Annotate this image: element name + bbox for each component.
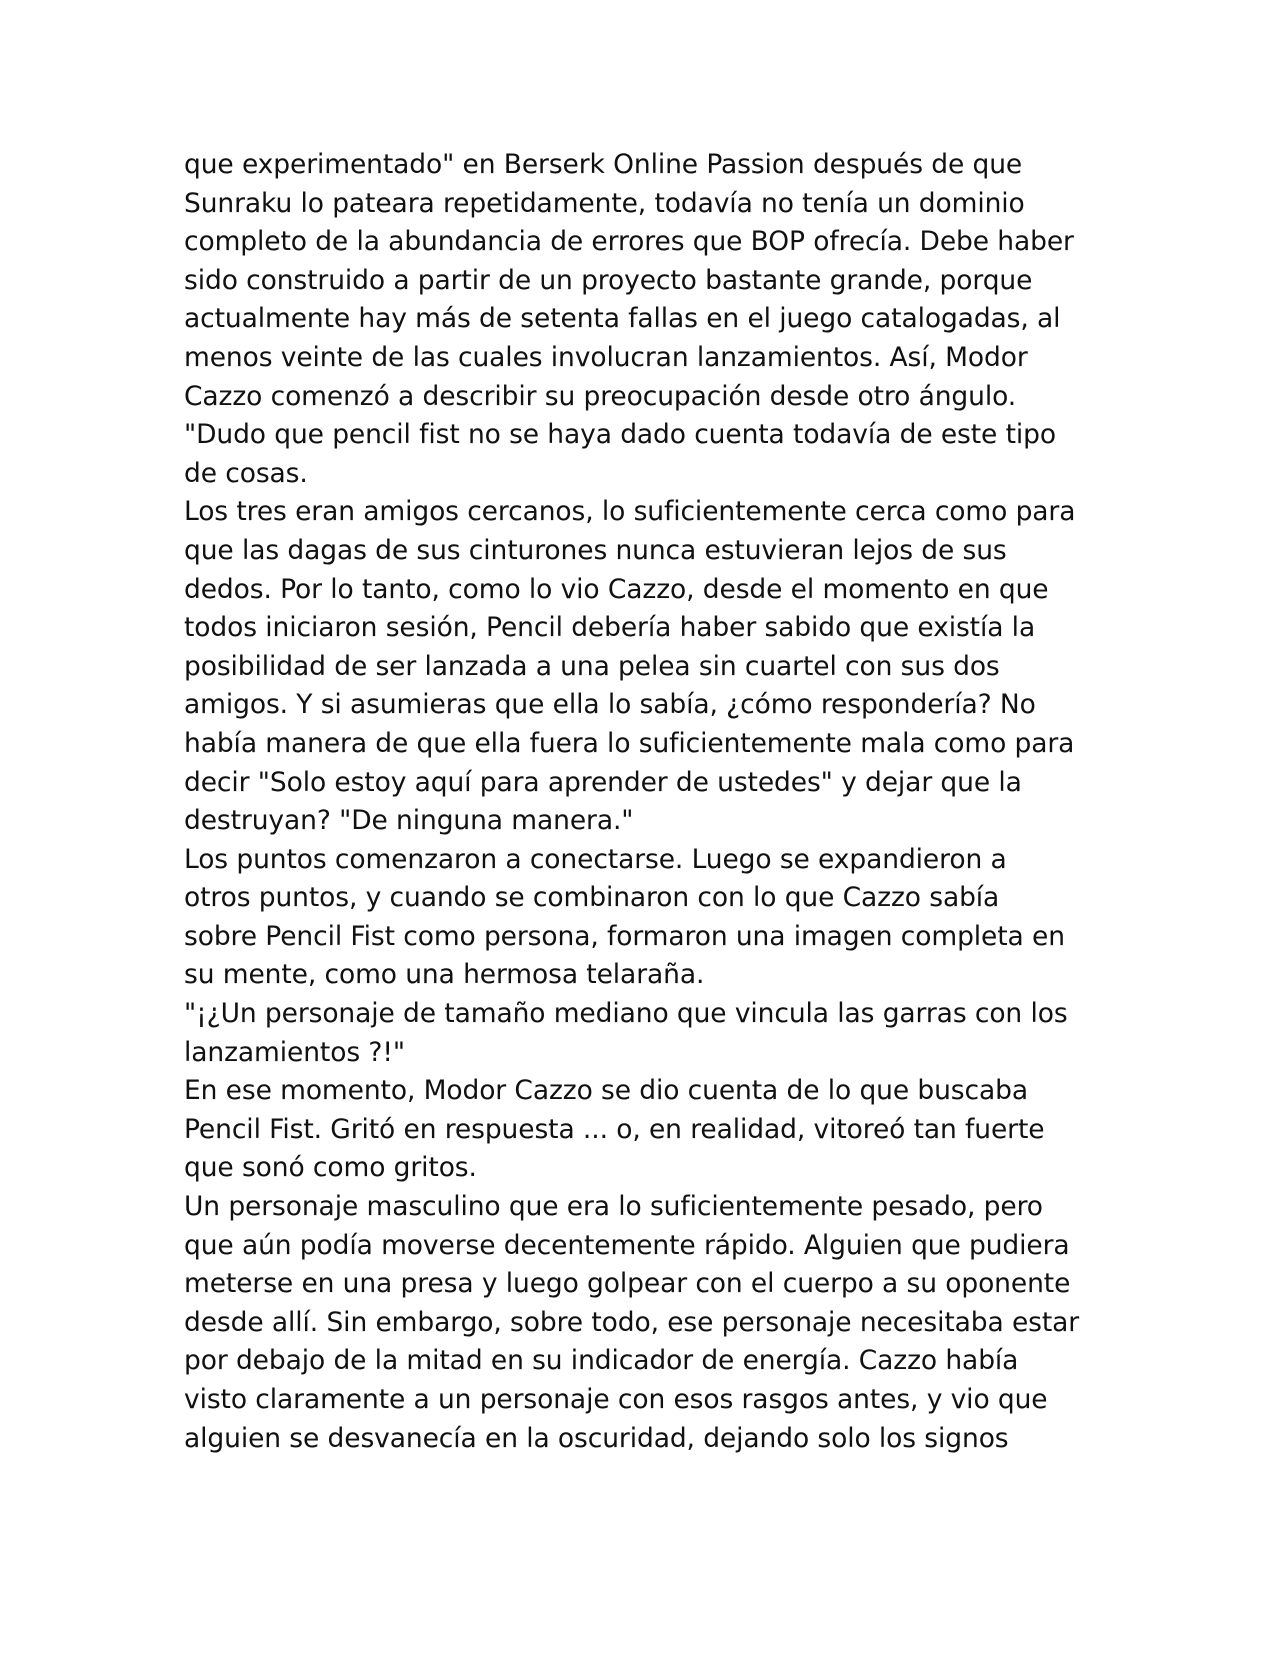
text-line: de cosas.: [184, 457, 308, 489]
text-line: En ese momento, Modor Cazzo se dio cuenta de lo que buscaba: [184, 1075, 1028, 1107]
text-line: meterse en una presa y luego golpear con el cuerpo a su oponente: [184, 1268, 1071, 1300]
text-line: posibilidad de ser lanzada a una pelea sin cuartel con sus dos: [184, 650, 1000, 682]
text-line: desde allí. Sin embargo, sobre todo, ese personaje necesitaba estar: [184, 1306, 1080, 1338]
text-line: que experimentado" en Berserk Online Passion después de que: [184, 149, 1023, 180]
text-line: sido construido a partir de un proyecto bastante grande, porque: [184, 264, 1033, 296]
text-line: que las dagas de sus cinturones nunca estuvieran lejos de sus: [184, 534, 1007, 566]
text-line: lanzamientos ?!": [184, 1036, 405, 1068]
text-line: decir "Solo estoy aquí para aprender de ustedes" y dejar que la: [184, 766, 1022, 798]
text-line: su mente, como una hermosa telaraña.: [184, 959, 705, 991]
text-line: había manera de que ella fuera lo suficientemente mala como para: [184, 727, 1075, 759]
text-line: por debajo de la mitad en su indicador de energía. Cazzo había: [184, 1345, 1019, 1377]
text-line: Cazzo comenzó a describir su preocupación desde otro ángulo.: [184, 380, 1017, 412]
text-line: completo de la abundancia de errores que BOP ofrecía. Debe haber: [184, 226, 1074, 258]
text-line: amigos. Y si asumieras que ella lo sabía, ¿cómo respondería? No: [184, 689, 1036, 721]
text-line: menos veinte de las cuales involucran lanzamientos. Así, Modor: [184, 341, 1028, 373]
text-line: otros puntos, y cuando se combinaron con lo que Cazzo sabía: [184, 882, 1000, 914]
text-line: Pencil Fist. Gritó en respuesta ... o, en realidad, vitoreó tan fuerte: [184, 1113, 1045, 1145]
body-text: [184, 146, 1124, 1458]
text-line: Los puntos comenzaron a conectarse. Luego se expandieron a: [184, 843, 1007, 875]
text-line: sobre Pencil Fist como persona, formaron una imagen completa en: [184, 920, 1065, 952]
text-line: actualmente hay más de setenta fallas en el juego catalogadas, al: [184, 303, 1061, 335]
text-line: destruyan? "De ninguna manera.": [184, 805, 634, 837]
text-line: alguien se desvanecía en la oscuridad, dejando solo los signos: [184, 1422, 1009, 1454]
text-line: todos iniciaron sesión, Pencil debería haber sabido que existía la: [184, 612, 1036, 644]
text-line: "Dudo que pencil fist no se haya dado cuenta todavía de este tipo: [184, 419, 1056, 451]
text-line: que sonó como gritos.: [184, 1152, 477, 1184]
text-line: "¡¿Un personaje de tamaño mediano que vincula las garras con los: [184, 998, 1068, 1030]
text-line: que aún podía moverse decentemente rápido. Alguien que pudiera: [184, 1229, 1070, 1261]
text-line: Un personaje masculino que era lo suficientemente pesado, pero: [184, 1191, 1043, 1223]
text-line: Los tres eran amigos cercanos, lo suficientemente cerca como para: [184, 496, 1076, 528]
text-line: Sunraku lo pateara repetidamente, todavía no tenía un dominio: [184, 187, 1025, 219]
text-line: dedos. Por lo tanto, como lo vio Cazzo, desde el momento en que: [184, 573, 1049, 605]
text-line: visto claramente a un personaje con esos rasgos antes, y vio que: [184, 1384, 1048, 1415]
